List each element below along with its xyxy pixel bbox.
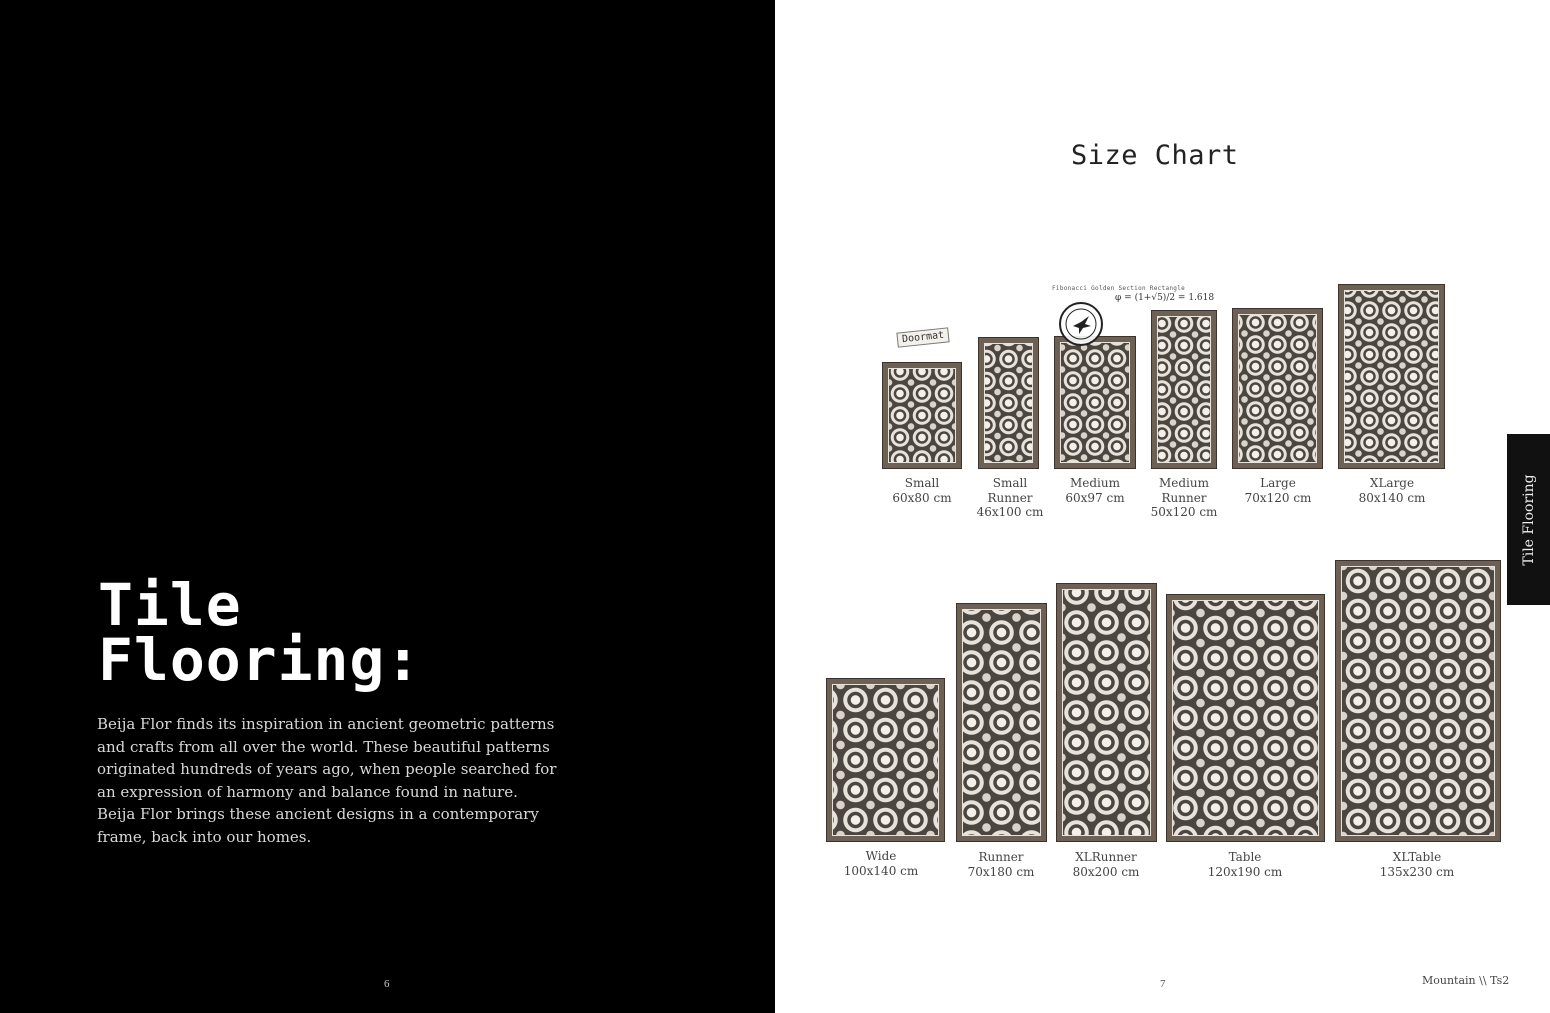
size-label: Large 70x120 cm [1244, 476, 1312, 505]
fibonacci-formula: φ = (1+√5)/2 = 1.618 [1115, 293, 1215, 303]
side-tab[interactable] [1507, 434, 1550, 605]
size-label: Wide 100x140 cm [843, 849, 919, 878]
rug-wide [826, 678, 945, 842]
hummingbird-stamp-icon [1059, 302, 1103, 346]
rug-large [1232, 308, 1323, 469]
size-label: Medium 60x97 cm [1065, 476, 1125, 505]
page-title [98, 571, 658, 694]
rug-medium [1054, 336, 1136, 469]
rug-xltable [1335, 560, 1501, 842]
rug-runner [956, 603, 1047, 842]
size-label: Small 60x80 cm [892, 476, 952, 505]
title-line-2: Flooring: [98, 626, 422, 694]
rug-xlarge [1338, 284, 1445, 469]
size-chart-title: Size Chart [1071, 140, 1239, 171]
size-label: XLRunner 80x200 cm [1072, 850, 1140, 879]
right-page [775, 0, 1550, 1013]
fibonacci-caption: Fibonacci Golden Section Rectangle [1052, 285, 1186, 292]
size-label: Table 120x190 cm [1207, 850, 1283, 879]
rug-table [1166, 594, 1325, 842]
size-label: XLarge 80x140 cm [1358, 476, 1426, 505]
size-label: Medium Runner 50x120 cm [1150, 476, 1218, 519]
size-label: XLTable 135x230 cm [1379, 850, 1455, 879]
rug-small [882, 362, 962, 469]
size-label: Runner 70x180 cm [967, 850, 1035, 879]
title-line-1: Tile [98, 571, 242, 639]
intro-paragraph: Beija Flor finds its inspiration in ancient geometric patterns and crafts from all over the world. These beautiful patterns originated hundreds of years ago, when people searched for an expression of harmony and balance found in nature. Beija Flor brings these ancient designs in a contemporary frame, back into our homes. [97, 715, 557, 846]
doormat-tag: Doormat [896, 327, 949, 347]
footer-collection: Mountain \\ Ts2 [1422, 974, 1510, 987]
size-label: Small Runner 46x100 cm [976, 476, 1044, 519]
page-number-left: 6 [384, 978, 390, 990]
rug-xlrunner [1056, 583, 1157, 842]
side-tab-label: Tile Flooring [1520, 473, 1537, 566]
rug-small-runner [978, 337, 1039, 469]
page-number-right: 7 [1160, 978, 1166, 990]
rug-medium-runner [1151, 310, 1217, 469]
